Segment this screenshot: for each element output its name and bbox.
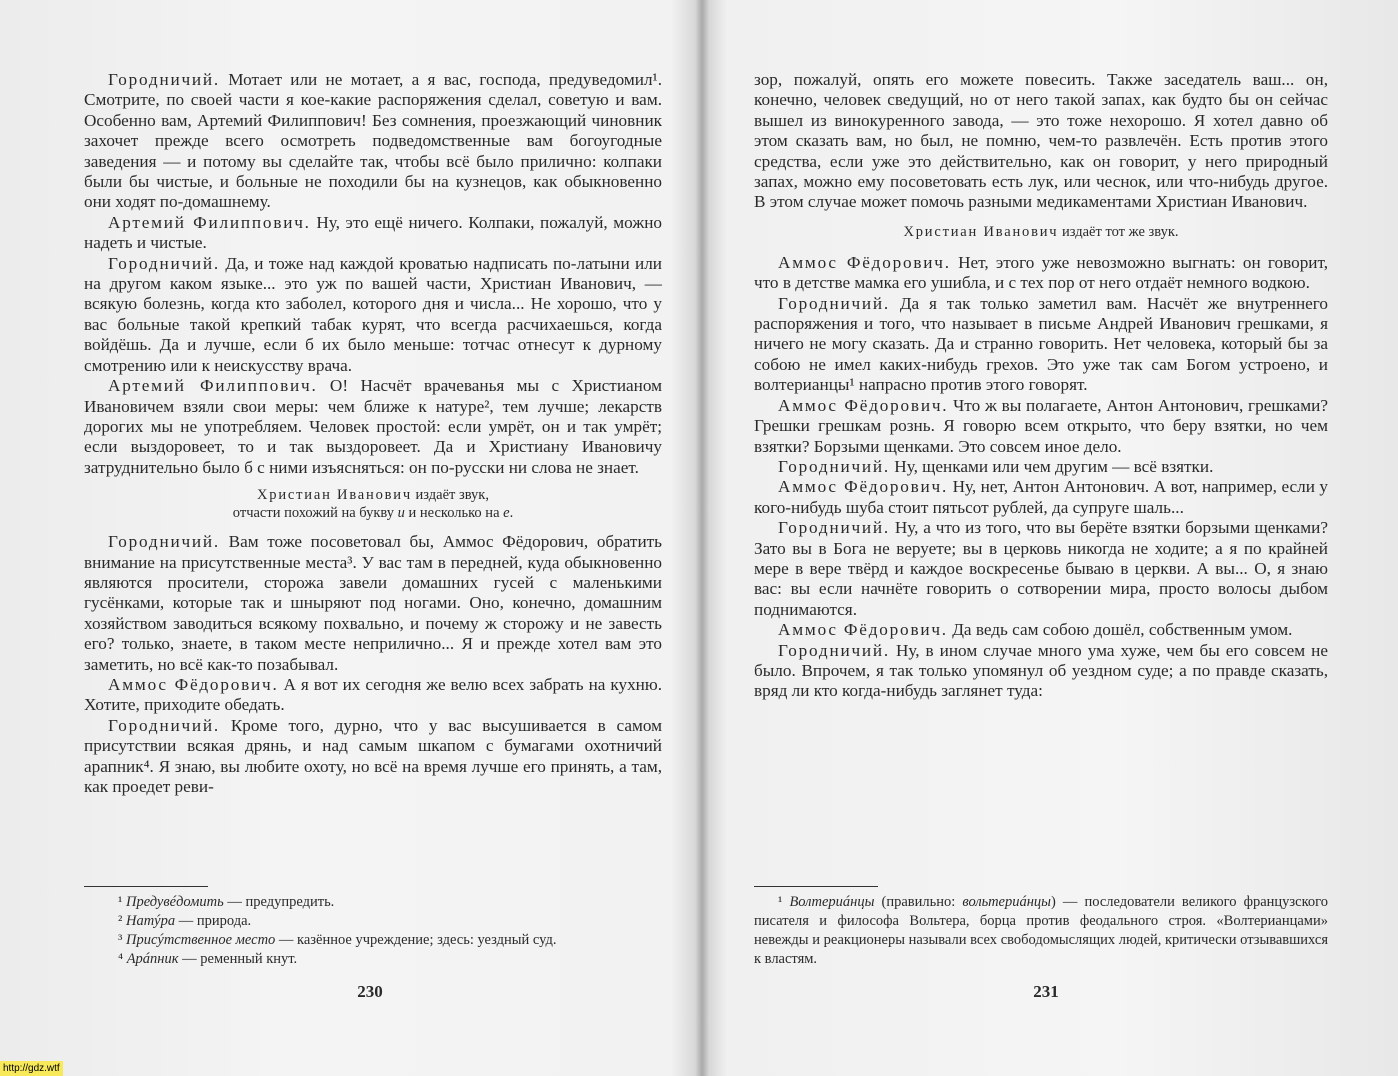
speech: Что ж вы полагаете, Антон Антонович, грешками? Грешки грешкам рознь. Я говорю всем открыто, что беру взятки, но чем взятки? Борзыми щенками. Это совсем иное дело. xyxy=(754,395,1328,456)
paragraph xyxy=(754,253,1328,294)
paragraph xyxy=(754,641,1328,702)
speaker: Артемий Филиппович. xyxy=(108,376,318,396)
speech: Ну, в ином случае много ума хуже, чем бы его совсем не было. Впрочем, я так только упомянул об уездном суде; а по правде сказать, вряд ли кто когда-нибудь заглянет туда: xyxy=(754,640,1328,701)
paragraph xyxy=(84,70,662,213)
footnote xyxy=(94,931,662,950)
speech: Вам тоже посоветовал бы, Аммос Фёдорович, обратить внимание на присутственные места³. У вас там в передней, куда обыкновенно являются просители, сторожа завели домашних гусей с маленькими гусёнками, которые так и шныряют под ногами. Оно, конечно, домашним хозяйством заводиться всякому похвально, и почему ж сторожу и не завесть его? только, знаете, в таком месте неприлично... Я и прежде хотел вам это заметить, но всё как-то позабывал. xyxy=(84,532,662,674)
paragraph xyxy=(84,213,662,254)
stage-letter: и xyxy=(397,505,405,522)
stage-text: отчасти похожий на букву xyxy=(232,505,398,522)
speaker: Аммос Фёдорович. xyxy=(778,620,948,640)
footnote-term: Арáпник xyxy=(126,951,179,967)
footnote-number: ¹ xyxy=(778,894,783,910)
stage-text: и несколько на xyxy=(404,505,504,522)
footnote-number: ³ xyxy=(118,932,123,948)
stage-text: . xyxy=(509,505,514,522)
paragraph xyxy=(84,532,662,675)
footnote-number: ¹ xyxy=(118,894,123,910)
footnote-alt-term: вольтериáнцы xyxy=(962,894,1051,910)
footnotes xyxy=(754,893,1328,969)
footnote-definition: — предупредить. xyxy=(223,894,335,910)
footnote-definition: ) — последователи великого французского писателя и философа Вольтера, борца против феодального строя. «Волтерианцами» невежды и реакционеры называли всех свободомыслящих людей, критически отзывавшихся к властям. xyxy=(754,894,1328,967)
speech: Мотает или не мотает, а я вас, господа, предуведомил¹. Смотрите, по своей части я кое-какие распоряжения сделал, советую и вам. Особенно вам, Артемий Филиппович! Без сомнения, проезжающий чиновник захочет прежде всего осмотреть подведомственные вам богоугодные заведения — и потому вы сделайте так, чтобы всё было прилично: колпаки были бы чистые, и больные не походили бы на кузнецов, как обыкновенно они ходят по-домашнему. xyxy=(84,70,662,212)
footnote xyxy=(94,912,662,931)
footnote-definition: — ременный кнут. xyxy=(178,951,298,967)
speaker: Городничий. xyxy=(108,70,220,89)
page-number: 230 xyxy=(357,982,383,1001)
speech: Нет, этого уже невозможно выгнать: он говорит, что в детстве мамка его ушибла, и с тех пор от него отдаёт немного водкою. xyxy=(754,252,1329,293)
footnote-number: ⁴ xyxy=(118,951,124,967)
speech: О! Насчёт врачеванья мы с Христианом Ивановичем взяли свои меры: чем ближе к натуре², тем лучше; лекарств дорогих мы не употребляем. Человек простой: если умрёт, он и так умрёт; если выздоровеет, то и так выздоровеет. Да и Христиану Ивановичу затруднительно было б с ними изъясняться: он по-русски ни слова не знает. xyxy=(84,376,662,477)
footnote xyxy=(94,950,662,969)
paragraph xyxy=(754,70,1328,213)
speaker: Городничий. xyxy=(108,532,220,552)
speaker: Городничий. xyxy=(108,715,220,735)
stage-direction xyxy=(84,486,662,522)
speaker: Городничий. xyxy=(778,293,890,313)
speaker: Аммос Фёдорович. xyxy=(778,252,951,272)
speech: Кроме того, дурно, что у вас высушивается в самом присутствии всякая дрянь, и над самым шкапом с бумагами охотничий арапник⁴. Я знаю, вы любите охоту, но всё на время лучше его принять, а там, как проедет реви- xyxy=(84,715,662,796)
paragraph xyxy=(754,620,1328,640)
footnote-term: Волтериáнцы xyxy=(789,894,875,910)
footnote-divider xyxy=(754,886,878,887)
paragraph xyxy=(754,518,1328,620)
right-page xyxy=(702,0,1398,1050)
paragraph xyxy=(754,457,1328,477)
stage-speaker: Христиан Иванович xyxy=(903,223,1059,240)
paragraph xyxy=(84,675,662,716)
footnote-term: Натýра xyxy=(125,913,176,929)
footnote-divider xyxy=(84,886,208,887)
speaker: Аммос Фёдорович. xyxy=(778,395,949,415)
footnote-term: Присýтственное место xyxy=(125,932,276,948)
footnote-definition: — природа. xyxy=(175,913,252,929)
speech: Ну, нет, Антон Антонович. А вот, например, если у кого-нибудь шуба стоит пятьсот рублей, да супруге шаль... xyxy=(754,477,1328,517)
paragraph xyxy=(84,254,662,376)
speaker: Артемий Филиппович. xyxy=(108,212,311,232)
speaker: Городничий. xyxy=(778,456,890,476)
footnote xyxy=(94,893,662,912)
watermark-link[interactable]: http://gdz.wtf xyxy=(0,1061,63,1076)
left-page xyxy=(0,0,700,1050)
footnote-text: (правильно: xyxy=(874,894,963,910)
left-page-text xyxy=(84,70,662,797)
footnote xyxy=(754,893,1328,969)
speaker: Аммос Фёдорович. xyxy=(108,674,279,694)
footnote-term: Предувéдомить xyxy=(125,894,224,910)
stage-letter: е xyxy=(503,505,510,522)
speech: зор, пожалуй, опять его можете повесить. Также заседатель ваш... он, конечно, человек сведущий, но от него такой запах, как будто бы он сейчас вышел из винокуренного завода, — это тоже нехорошо. Я хотел давно об этом сказать вам, но был, не помню, чем-то развлечён. Есть против этого средства, если уже это действительно, как он говорит, у него природный запах, можно ему посоветовать есть лук, или чеснок, или что-нибудь другое. В этом случае может помочь разными медикаментами Христиан Иванович. xyxy=(754,70,1328,212)
paragraph xyxy=(754,396,1328,457)
footnote-number: ² xyxy=(118,913,123,929)
speech: А я вот их сегодня же велю всех забрать на кухню. Хотите, приходите обедать. xyxy=(84,674,662,715)
paragraph xyxy=(754,294,1328,396)
stage-text: издаёт тот же звук. xyxy=(1058,223,1179,240)
speech: Ну, щенками или чем другим — всё взятки. xyxy=(890,456,1214,476)
speaker: Городничий. xyxy=(778,518,890,538)
speech: Да я так только заметил вам. Насчёт же внутреннего распоряжения и того, что называет в письме Андрей Иванович грешками, я ничего не могу сказать. Да и странно говорить. Нет человека, который бы за собою не имел каких-нибудь грехов. Это уже так сам Богом устроено, и волтерианцы¹ напрасно против этого говорят. xyxy=(754,293,1328,395)
stage-speaker: Христиан Иванович xyxy=(257,487,412,504)
paragraph xyxy=(754,477,1328,518)
right-page-text xyxy=(754,70,1328,702)
stage-text: издаёт звук, xyxy=(411,487,489,504)
speaker: Аммос Фёдорович. xyxy=(778,477,949,497)
paragraph xyxy=(84,716,662,798)
speaker: Городничий. xyxy=(778,640,890,660)
speech: Ну, это ещё ничего. Колпаки, пожалуй, можно надеть и чистые. xyxy=(84,212,663,253)
footnotes xyxy=(94,893,662,969)
footnote-definition: — казённое учреждение; здесь: уездный суд. xyxy=(275,932,557,948)
speech: Ну, а что из того, что вы берёте взятки борзыми щенками? Зато вы в Бога не веруете; вы в церковь никогда не ходите; а я по крайней мере в вере твёрд и каждое воскресенье бываю в церкви. А вы... О, я знаю вас: вы если начнёте говорить о сотворении мира, просто волосы дыбом поднимаются. xyxy=(754,518,1328,619)
paragraph xyxy=(84,376,662,478)
stage-direction xyxy=(754,223,1328,241)
speech: Да, и тоже над каждой кроватью надписать по-латыни или на другом каком языке... это уж по вашей части, Христиан Иванович, — всякую болезнь, когда кто заболел, которого дня и числа... Не хорошо, что у вас больные такой крепкий табак курят, что всегда расчихаешься, когда войдёшь. Да и лучше, если б их было меньше: тотчас отнесут к дурному смотрению или к неискусству врача. xyxy=(84,253,662,375)
speech: Да ведь сам собою дошёл, собственным умом. xyxy=(947,620,1293,640)
page-number: 231 xyxy=(1033,982,1059,1001)
speaker: Городничий. xyxy=(108,253,220,273)
